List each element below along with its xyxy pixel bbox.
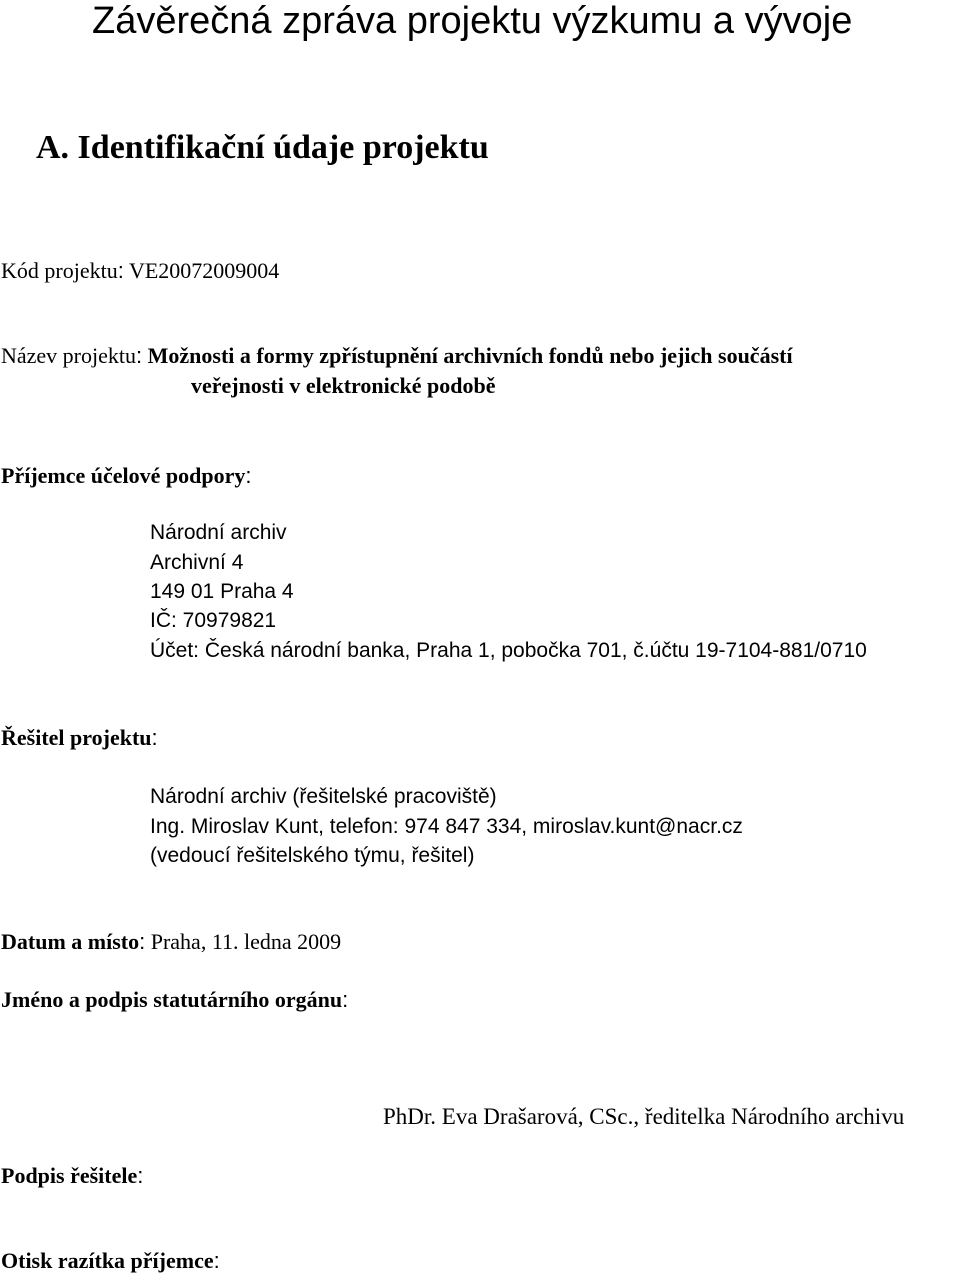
document-title: Závěrečná zpráva projektu výzkumu a vývoje <box>92 0 853 42</box>
project-code-value: VE20072009004 <box>128 258 280 283</box>
solver-row <box>1 727 158 749</box>
project-code-label: Kód projektu <box>1 258 118 283</box>
date-place-row <box>1 931 341 953</box>
solver-label: Řešitel projektu <box>1 725 152 750</box>
project-name-separator: : <box>136 343 143 368</box>
stamp-row <box>1 1250 220 1272</box>
stamp-label: Otisk razítka příjemce <box>1 1248 214 1273</box>
solver-separator: : <box>151 725 158 750</box>
solver-signature-separator: : <box>137 1163 144 1188</box>
project-name-value-continued: veřejnosti v elektronické podobě <box>191 373 496 398</box>
recipient-label: Příjemce účelové podpory <box>1 463 246 488</box>
solver-line: Národní archiv (řešitelské pracoviště) <box>150 785 497 808</box>
recipient-account-line: Účet: Česká národní banka, Praha 1, pobočka 701, č.účtu 19-7104-881/0710 <box>150 639 867 662</box>
section-heading: A. Identifikační údaje projektu <box>36 129 489 166</box>
recipient-line: 149 01 Praha 4 <box>150 580 294 603</box>
solver-signature-row <box>1 1165 143 1187</box>
statutory-label: Jméno a podpis statutárního orgánu <box>1 987 343 1012</box>
statutory-title-part: , ředitelka Národního archivu <box>633 1104 905 1129</box>
project-name-value: Možnosti a formy zpřístupnění archivních fondů nebo jejich součástí <box>147 343 793 368</box>
recipient-separator: : <box>245 463 252 488</box>
date-place-label: Datum a místo <box>1 929 140 954</box>
statutory-row <box>1 989 348 1011</box>
recipient-line: Archivní 4 <box>150 551 244 574</box>
date-place-separator: : <box>139 929 146 954</box>
solver-line: (vedoucí řešitelského týmu, řešitel) <box>150 844 475 867</box>
project-name-label: Název projektu <box>1 343 136 368</box>
solver-contact-line: Ing. Miroslav Kunt, telefon: 974 847 334, miroslav.kunt@nacr.cz <box>150 815 743 838</box>
recipient-line: Národní archiv <box>150 521 287 544</box>
project-code-separator: : <box>117 258 124 283</box>
project-name-row <box>1 345 793 367</box>
project-code-row <box>1 260 279 282</box>
date-place-value: Praha, 11. ledna 2009 <box>145 929 342 954</box>
statutory-name <box>383 1105 904 1128</box>
stamp-separator: : <box>213 1248 220 1273</box>
statutory-name-part: PhDr. Eva Drašarová, CSc. <box>383 1104 634 1129</box>
recipient-row <box>1 465 252 487</box>
recipient-line: IČ: 70979821 <box>150 609 277 632</box>
statutory-separator: : <box>342 987 349 1012</box>
solver-signature-label: Podpis řešitele <box>1 1163 138 1188</box>
